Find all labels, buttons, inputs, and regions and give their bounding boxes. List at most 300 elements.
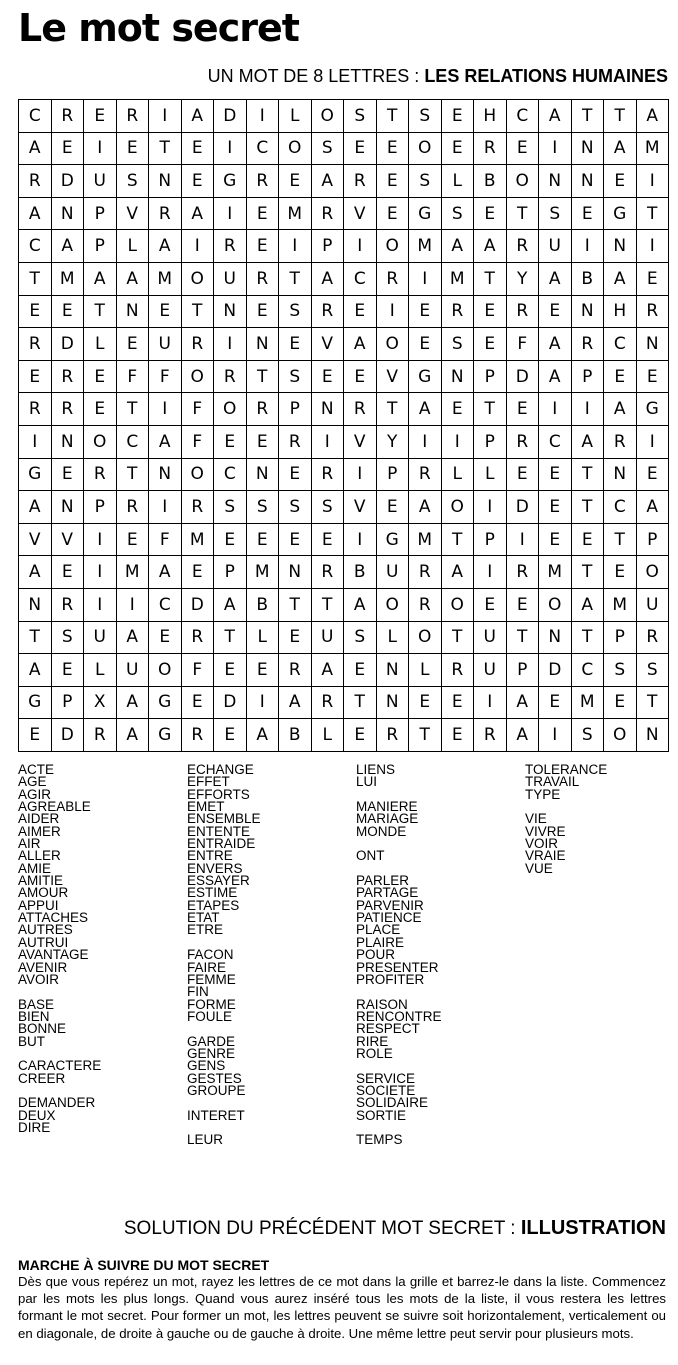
grid-cell[interactable]: T <box>506 197 539 230</box>
grid-cell[interactable]: E <box>506 132 539 165</box>
word-list-item[interactable]: PARTAGE <box>356 885 419 901</box>
grid-cell[interactable]: A <box>311 165 344 198</box>
grid-cell[interactable]: O <box>279 132 312 165</box>
grid-cell[interactable]: E <box>636 360 669 393</box>
grid-cell[interactable]: I <box>181 230 214 263</box>
grid-cell[interactable]: R <box>311 458 344 491</box>
grid-cell[interactable]: E <box>409 686 442 719</box>
grid-cell[interactable]: O <box>181 458 214 491</box>
grid-cell[interactable]: I <box>539 719 572 752</box>
grid-cell[interactable]: L <box>409 654 442 687</box>
grid-cell[interactable]: X <box>84 686 117 719</box>
word-list-item[interactable]: DIRE <box>18 1119 51 1135</box>
grid-cell[interactable]: E <box>539 491 572 524</box>
grid-cell[interactable]: U <box>311 621 344 654</box>
grid-cell[interactable]: E <box>441 686 474 719</box>
grid-cell[interactable]: O <box>376 230 409 263</box>
word-list-item[interactable]: BIEN <box>18 1008 50 1024</box>
grid-cell[interactable]: O <box>311 100 344 133</box>
grid-cell[interactable]: A <box>409 491 442 524</box>
grid-cell[interactable]: M <box>539 556 572 589</box>
grid-cell[interactable]: A <box>84 262 117 295</box>
grid-cell[interactable]: R <box>214 360 247 393</box>
grid-cell[interactable]: G <box>19 458 52 491</box>
grid-cell[interactable]: A <box>149 230 182 263</box>
grid-cell[interactable]: R <box>19 328 52 361</box>
grid-cell[interactable]: B <box>571 262 604 295</box>
grid-cell[interactable]: E <box>149 621 182 654</box>
grid-cell[interactable]: C <box>506 100 539 133</box>
grid-cell[interactable]: N <box>441 360 474 393</box>
grid-cell[interactable]: N <box>51 197 84 230</box>
grid-cell[interactable]: A <box>636 100 669 133</box>
grid-cell[interactable]: C <box>246 132 279 165</box>
grid-cell[interactable]: I <box>19 425 52 458</box>
grid-cell[interactable]: I <box>409 425 442 458</box>
grid-cell[interactable]: P <box>474 523 507 556</box>
grid-cell[interactable]: E <box>149 295 182 328</box>
grid-cell[interactable]: I <box>409 262 442 295</box>
grid-cell[interactable]: G <box>214 165 247 198</box>
grid-cell[interactable]: S <box>344 100 377 133</box>
grid-cell[interactable]: E <box>246 425 279 458</box>
grid-cell[interactable]: R <box>279 425 312 458</box>
grid-cell[interactable]: I <box>84 523 117 556</box>
grid-cell[interactable]: N <box>149 458 182 491</box>
grid-cell[interactable]: A <box>19 654 52 687</box>
grid-cell[interactable]: N <box>604 458 637 491</box>
grid-cell[interactable]: E <box>604 556 637 589</box>
grid-cell[interactable]: S <box>116 165 149 198</box>
grid-cell[interactable]: E <box>279 621 312 654</box>
word-list-item[interactable]: ETAPES <box>187 897 240 913</box>
word-list-item[interactable]: TEMPS <box>356 1132 403 1148</box>
word-list-item[interactable]: VOIR <box>525 836 559 852</box>
grid-cell[interactable]: A <box>311 262 344 295</box>
grid-cell[interactable]: V <box>376 360 409 393</box>
grid-cell[interactable]: T <box>116 393 149 426</box>
grid-cell[interactable]: I <box>214 328 247 361</box>
grid-cell[interactable]: A <box>311 654 344 687</box>
grid-cell[interactable]: F <box>116 360 149 393</box>
grid-cell[interactable]: R <box>51 360 84 393</box>
grid-cell[interactable]: E <box>539 523 572 556</box>
grid-cell[interactable]: N <box>636 328 669 361</box>
grid-cell[interactable]: O <box>636 556 669 589</box>
grid-cell[interactable]: T <box>571 491 604 524</box>
grid-cell[interactable]: R <box>116 100 149 133</box>
grid-cell[interactable]: E <box>246 197 279 230</box>
grid-cell[interactable]: O <box>84 425 117 458</box>
grid-cell[interactable]: R <box>246 262 279 295</box>
grid-cell[interactable]: I <box>84 132 117 165</box>
grid-cell[interactable]: V <box>19 523 52 556</box>
grid-cell[interactable]: A <box>116 262 149 295</box>
grid-cell[interactable]: E <box>181 686 214 719</box>
word-list-item[interactable]: ESSAYER <box>187 873 250 889</box>
grid-cell[interactable]: I <box>539 393 572 426</box>
grid-cell[interactable]: I <box>344 230 377 263</box>
word-list-item[interactable]: LEUR <box>187 1132 224 1148</box>
word-list-item[interactable]: AIR <box>18 836 41 852</box>
grid-cell[interactable]: D <box>51 165 84 198</box>
grid-cell[interactable]: U <box>376 556 409 589</box>
grid-cell[interactable]: A <box>344 588 377 621</box>
grid-cell[interactable]: O <box>409 621 442 654</box>
word-list-item[interactable]: FEMME <box>187 971 236 987</box>
grid-cell[interactable]: E <box>51 556 84 589</box>
grid-cell[interactable]: I <box>376 295 409 328</box>
word-list-item[interactable]: AMIE <box>18 860 52 876</box>
grid-cell[interactable]: M <box>246 556 279 589</box>
word-list-item[interactable]: MARIAGE <box>356 811 419 827</box>
grid-cell[interactable]: E <box>214 523 247 556</box>
grid-cell[interactable]: R <box>441 654 474 687</box>
grid-cell[interactable]: N <box>51 491 84 524</box>
grid-cell[interactable]: N <box>279 556 312 589</box>
word-list-item[interactable]: FAIRE <box>187 959 227 975</box>
word-list-item[interactable]: DEUX <box>18 1107 56 1123</box>
grid-cell[interactable]: M <box>604 588 637 621</box>
grid-cell[interactable]: P <box>51 686 84 719</box>
grid-cell[interactable]: R <box>409 556 442 589</box>
grid-cell[interactable]: F <box>149 523 182 556</box>
grid-cell[interactable]: E <box>311 523 344 556</box>
grid-cell[interactable]: A <box>571 425 604 458</box>
grid-cell[interactable]: N <box>539 621 572 654</box>
grid-cell[interactable]: N <box>571 132 604 165</box>
word-list-item[interactable]: ENSEMBLE <box>187 811 261 827</box>
grid-cell[interactable]: T <box>604 523 637 556</box>
grid-cell[interactable]: R <box>181 719 214 752</box>
word-list-item[interactable]: ENTRE <box>187 848 233 864</box>
word-list-item[interactable]: ALLER <box>18 848 61 864</box>
word-list-item[interactable]: ENVERS <box>187 860 243 876</box>
grid-cell[interactable]: E <box>636 262 669 295</box>
grid-cell[interactable]: E <box>506 588 539 621</box>
grid-cell[interactable]: E <box>441 719 474 752</box>
grid-cell[interactable]: I <box>474 556 507 589</box>
word-list-item[interactable]: ENTENTE <box>187 823 251 839</box>
grid-cell[interactable]: G <box>149 686 182 719</box>
word-list-item[interactable]: GESTES <box>187 1070 242 1086</box>
grid-cell[interactable]: V <box>344 425 377 458</box>
word-list-item[interactable]: GROUPE <box>187 1082 246 1098</box>
word-list-item[interactable]: AUTRES <box>18 922 73 938</box>
grid-cell[interactable]: S <box>344 621 377 654</box>
grid-cell[interactable]: F <box>149 360 182 393</box>
grid-cell[interactable]: T <box>19 262 52 295</box>
grid-cell[interactable]: M <box>279 197 312 230</box>
grid-cell[interactable]: N <box>376 686 409 719</box>
grid-cell[interactable]: G <box>376 523 409 556</box>
word-list-item[interactable]: AIMER <box>18 823 61 839</box>
grid-cell[interactable]: S <box>636 654 669 687</box>
grid-cell[interactable]: D <box>51 328 84 361</box>
grid-cell[interactable]: A <box>441 556 474 589</box>
grid-cell[interactable]: A <box>571 588 604 621</box>
word-list-item[interactable]: VIE <box>525 811 547 827</box>
grid-cell[interactable]: R <box>181 491 214 524</box>
word-list-item[interactable]: VUE <box>525 860 553 876</box>
grid-cell[interactable]: I <box>506 523 539 556</box>
grid-cell[interactable]: D <box>181 588 214 621</box>
grid-cell[interactable]: N <box>311 393 344 426</box>
grid-cell[interactable]: T <box>636 197 669 230</box>
grid-cell[interactable]: E <box>279 328 312 361</box>
grid-cell[interactable]: A <box>441 230 474 263</box>
grid-cell[interactable]: C <box>539 425 572 458</box>
grid-cell[interactable]: N <box>19 588 52 621</box>
word-list-item[interactable]: MANIERE <box>356 799 418 815</box>
grid-cell[interactable]: A <box>539 360 572 393</box>
grid-cell[interactable]: C <box>149 588 182 621</box>
grid-cell[interactable]: T <box>571 100 604 133</box>
grid-cell[interactable]: E <box>246 295 279 328</box>
grid-cell[interactable]: D <box>506 491 539 524</box>
grid-cell[interactable]: E <box>246 230 279 263</box>
grid-cell[interactable]: A <box>506 719 539 752</box>
grid-cell[interactable]: I <box>636 165 669 198</box>
grid-cell[interactable]: R <box>636 621 669 654</box>
word-list-item[interactable]: PARVENIR <box>356 897 424 913</box>
grid-cell[interactable]: A <box>181 100 214 133</box>
grid-cell[interactable]: M <box>51 262 84 295</box>
grid-cell[interactable]: A <box>636 491 669 524</box>
grid-cell[interactable]: E <box>181 132 214 165</box>
grid-cell[interactable]: U <box>84 165 117 198</box>
grid-cell[interactable]: M <box>571 686 604 719</box>
grid-cell[interactable]: A <box>214 588 247 621</box>
grid-cell[interactable]: L <box>84 328 117 361</box>
grid-cell[interactable]: R <box>19 165 52 198</box>
grid-cell[interactable]: A <box>604 262 637 295</box>
grid-cell[interactable]: A <box>116 719 149 752</box>
word-list-item[interactable]: AMITIE <box>18 873 64 889</box>
word-list-item[interactable]: ESTIME <box>187 885 238 901</box>
grid-cell[interactable]: P <box>84 197 117 230</box>
grid-cell[interactable]: O <box>539 588 572 621</box>
grid-cell[interactable]: I <box>311 425 344 458</box>
grid-cell[interactable]: L <box>84 654 117 687</box>
grid-cell[interactable]: T <box>214 621 247 654</box>
grid-cell[interactable]: D <box>214 686 247 719</box>
word-list-item[interactable]: LUI <box>356 774 378 790</box>
word-list-item[interactable]: AGIR <box>18 786 52 802</box>
word-list-item[interactable]: FOULE <box>187 1008 233 1024</box>
grid-cell[interactable]: R <box>571 328 604 361</box>
grid-cell[interactable]: S <box>279 360 312 393</box>
grid-cell[interactable]: S <box>51 621 84 654</box>
grid-cell[interactable]: F <box>506 328 539 361</box>
word-list-item[interactable]: AGREABLE <box>18 799 91 815</box>
grid-cell[interactable]: T <box>376 393 409 426</box>
grid-cell[interactable]: U <box>539 230 572 263</box>
word-list-item[interactable]: INTERET <box>187 1107 245 1123</box>
grid-cell[interactable]: S <box>214 491 247 524</box>
grid-cell[interactable]: N <box>571 165 604 198</box>
grid-cell[interactable]: E <box>344 360 377 393</box>
grid-cell[interactable]: T <box>506 621 539 654</box>
grid-cell[interactable]: R <box>84 719 117 752</box>
grid-cell[interactable]: T <box>376 100 409 133</box>
grid-cell[interactable]: E <box>604 360 637 393</box>
grid-cell[interactable]: T <box>19 621 52 654</box>
grid-cell[interactable]: R <box>506 556 539 589</box>
grid-cell[interactable]: B <box>474 165 507 198</box>
grid-cell[interactable]: E <box>214 425 247 458</box>
grid-cell[interactable]: E <box>376 197 409 230</box>
grid-cell[interactable]: A <box>474 230 507 263</box>
grid-cell[interactable]: R <box>409 458 442 491</box>
grid-cell[interactable]: R <box>506 295 539 328</box>
grid-cell[interactable]: N <box>149 165 182 198</box>
grid-cell[interactable]: A <box>246 719 279 752</box>
grid-cell[interactable]: M <box>409 230 442 263</box>
word-list-item[interactable]: TRAVAIL <box>525 774 580 790</box>
grid-cell[interactable]: C <box>571 654 604 687</box>
grid-cell[interactable]: A <box>539 328 572 361</box>
word-list-item[interactable]: PLAIRE <box>356 934 405 950</box>
grid-cell[interactable]: B <box>344 556 377 589</box>
grid-cell[interactable]: I <box>84 556 117 589</box>
word-list-item[interactable]: MONDE <box>356 823 407 839</box>
grid-cell[interactable]: E <box>376 165 409 198</box>
word-list-item[interactable]: GARDE <box>187 1033 236 1049</box>
word-list-item[interactable]: PARLER <box>356 873 410 889</box>
grid-cell[interactable]: G <box>149 719 182 752</box>
grid-cell[interactable]: S <box>246 491 279 524</box>
grid-cell[interactable]: A <box>116 686 149 719</box>
grid-cell[interactable]: E <box>409 328 442 361</box>
grid-cell[interactable]: L <box>376 621 409 654</box>
word-list-item[interactable]: ETAT <box>187 910 220 926</box>
grid-cell[interactable]: M <box>409 523 442 556</box>
grid-cell[interactable]: R <box>311 295 344 328</box>
grid-cell[interactable]: R <box>604 425 637 458</box>
grid-cell[interactable]: S <box>311 132 344 165</box>
grid-cell[interactable]: F <box>181 393 214 426</box>
grid-cell[interactable]: E <box>474 328 507 361</box>
grid-cell[interactable]: N <box>539 165 572 198</box>
grid-cell[interactable]: M <box>116 556 149 589</box>
grid-cell[interactable]: E <box>506 393 539 426</box>
word-list-item[interactable]: EFFET <box>187 774 230 790</box>
grid-cell[interactable]: R <box>441 295 474 328</box>
grid-cell[interactable]: O <box>149 654 182 687</box>
grid-cell[interactable]: E <box>51 132 84 165</box>
grid-cell[interactable]: E <box>84 360 117 393</box>
grid-cell[interactable]: T <box>279 588 312 621</box>
grid-cell[interactable]: E <box>376 132 409 165</box>
grid-cell[interactable]: R <box>51 393 84 426</box>
word-list-item[interactable]: SOLIDAIRE <box>356 1095 429 1111</box>
word-list-item[interactable]: ECHANGE <box>187 762 254 777</box>
grid-cell[interactable]: U <box>84 621 117 654</box>
grid-cell[interactable]: R <box>344 393 377 426</box>
grid-cell[interactable]: I <box>636 425 669 458</box>
word-list-item[interactable]: RESPECT <box>356 1021 420 1037</box>
grid-cell[interactable]: E <box>19 360 52 393</box>
grid-cell[interactable]: T <box>441 621 474 654</box>
grid-cell[interactable]: D <box>51 719 84 752</box>
grid-cell[interactable]: H <box>474 100 507 133</box>
word-list-item[interactable]: AVANTAGE <box>18 947 89 963</box>
grid-cell[interactable]: A <box>19 556 52 589</box>
grid-cell[interactable]: N <box>116 295 149 328</box>
word-list-item[interactable]: RIRE <box>356 1033 389 1049</box>
grid-cell[interactable]: A <box>19 132 52 165</box>
grid-cell[interactable]: A <box>539 100 572 133</box>
grid-cell[interactable]: O <box>441 588 474 621</box>
grid-cell[interactable]: I <box>571 230 604 263</box>
grid-cell[interactable]: R <box>246 393 279 426</box>
word-list-item[interactable]: PROFITER <box>356 971 425 987</box>
grid-cell[interactable]: T <box>571 556 604 589</box>
grid-cell[interactable]: T <box>344 686 377 719</box>
grid-cell[interactable]: V <box>116 197 149 230</box>
grid-cell[interactable]: E <box>51 295 84 328</box>
grid-cell[interactable]: L <box>246 621 279 654</box>
grid-cell[interactable]: V <box>51 523 84 556</box>
grid-cell[interactable]: T <box>604 100 637 133</box>
grid-cell[interactable]: O <box>376 328 409 361</box>
grid-cell[interactable]: S <box>571 719 604 752</box>
grid-cell[interactable]: V <box>344 197 377 230</box>
grid-cell[interactable]: I <box>474 491 507 524</box>
grid-cell[interactable]: U <box>474 654 507 687</box>
grid-cell[interactable]: C <box>19 230 52 263</box>
grid-cell[interactable]: E <box>246 523 279 556</box>
grid-cell[interactable]: A <box>19 197 52 230</box>
grid-cell[interactable]: A <box>149 556 182 589</box>
grid-cell[interactable]: O <box>181 360 214 393</box>
grid-cell[interactable]: S <box>604 654 637 687</box>
grid-cell[interactable]: I <box>441 425 474 458</box>
grid-cell[interactable]: R <box>474 719 507 752</box>
word-list-item[interactable]: RENCONTRE <box>356 1008 442 1024</box>
word-list-item[interactable]: FORME <box>187 996 236 1012</box>
grid-cell[interactable]: E <box>506 458 539 491</box>
grid-cell[interactable]: T <box>409 719 442 752</box>
grid-cell[interactable]: A <box>344 328 377 361</box>
grid-cell[interactable]: N <box>604 230 637 263</box>
word-list-item[interactable]: CARACTERE <box>18 1058 102 1074</box>
grid-cell[interactable]: I <box>149 393 182 426</box>
grid-cell[interactable]: Y <box>376 425 409 458</box>
grid-cell[interactable]: E <box>214 654 247 687</box>
grid-cell[interactable]: U <box>116 654 149 687</box>
word-list-item[interactable]: GENRE <box>187 1045 236 1061</box>
grid-cell[interactable]: N <box>571 295 604 328</box>
grid-cell[interactable]: C <box>604 328 637 361</box>
grid-cell[interactable]: C <box>604 491 637 524</box>
grid-cell[interactable]: I <box>636 230 669 263</box>
grid-cell[interactable]: A <box>604 132 637 165</box>
word-list-item[interactable]: AUTRUI <box>18 934 69 950</box>
grid-cell[interactable]: E <box>344 295 377 328</box>
word-list-item[interactable]: ETRE <box>187 922 224 938</box>
grid-cell[interactable]: R <box>344 165 377 198</box>
grid-cell[interactable]: C <box>344 262 377 295</box>
grid-cell[interactable]: P <box>279 393 312 426</box>
grid-cell[interactable]: L <box>474 458 507 491</box>
grid-cell[interactable]: N <box>246 328 279 361</box>
grid-cell[interactable]: D <box>214 100 247 133</box>
grid-cell[interactable]: P <box>84 230 117 263</box>
grid-cell[interactable]: B <box>279 719 312 752</box>
grid-cell[interactable]: E <box>441 393 474 426</box>
